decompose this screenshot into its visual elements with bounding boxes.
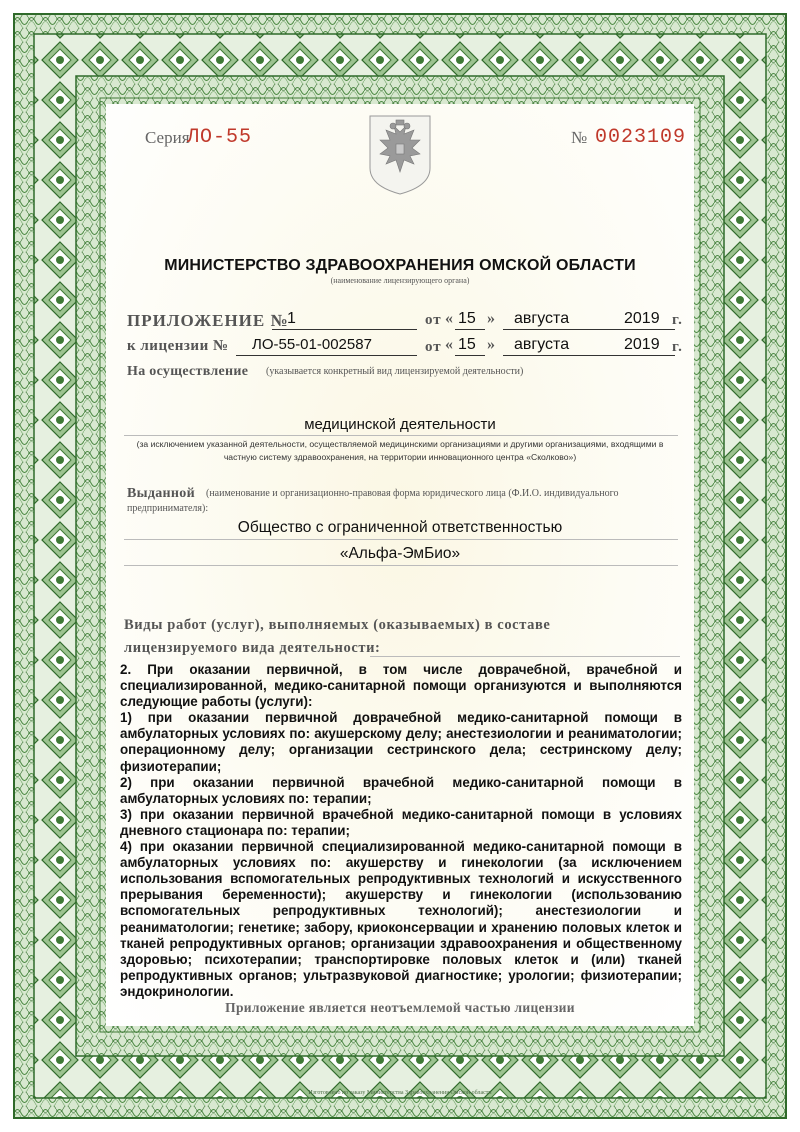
integral-note: Приложение является неотъемлемой частью лицензии [225, 1000, 575, 1015]
number-value: 0023109 [595, 126, 687, 149]
license-month: августа [514, 336, 570, 353]
works-paragraph: 2) при оказании первичной врачебной медико-санитарной помощи в амбулаторных условиях по: терапии; [120, 774, 682, 806]
number-label: № [571, 128, 588, 147]
works-paragraph: 1) при оказании первичной доврачебной медико-санитарной помощи в амбулаторных условиях по: акушерскому делу; анестезиологии и реаниматологии; операционному делу; организации сестринского дела; сестринскому делу; физиотерапии; [120, 710, 682, 774]
appendix-month-line [503, 329, 675, 330]
series-value: ЛО-55 [187, 126, 253, 149]
license-day-line [455, 355, 485, 356]
series-label: Серия [145, 128, 190, 147]
appendix-number-line [272, 329, 417, 330]
license-day: 15 [458, 336, 476, 353]
works-heading-rule [370, 656, 680, 657]
issued-note-line-2: предпринимателя): [127, 503, 209, 514]
license-number-line [236, 355, 417, 356]
license-from-label: от [425, 339, 442, 355]
works-heading-line-1: Виды работ (услуг), выполняемых (оказываемых) в составе [124, 617, 551, 633]
activity-note-line-1: (за исключением указанной деятельности, осуществляемой медицинскими организациями и другими организациями, входящими в [136, 439, 664, 449]
license-month-line [503, 355, 675, 356]
activity-label: На осуществление [127, 364, 249, 379]
license-year-suffix: г. [672, 339, 683, 355]
activity-line [124, 435, 678, 436]
issued-org-line-1: Общество с ограниченной ответственностью [237, 519, 563, 536]
appendix-day-line [455, 329, 485, 330]
license-quote-close: » [487, 336, 496, 353]
activity-note-line-2: частную систему здравоохранения, на территории инновационного центра «Сколково») [223, 452, 577, 462]
appendix-quote-close: » [487, 310, 496, 327]
coat-of-arms-icon [366, 112, 434, 196]
appendix-year: 2019 [624, 310, 660, 327]
authority-name: МИНИСТЕРСТВО ЗДРАВООХРАНЕНИЯ ОМСКОЙ ОБЛАСТИ [164, 257, 636, 274]
appendix-quote-open: « [445, 310, 454, 327]
appendix-from-label: от [425, 312, 442, 328]
issued-org-line-2: «Альфа-ЭмБио» [339, 545, 461, 562]
appendix-day: 15 [458, 310, 476, 327]
appendix-month: августа [514, 310, 570, 327]
appendix-label: ПРИЛОЖЕНИЕ № [127, 311, 289, 330]
appendix-number: 1 [287, 310, 296, 327]
activity-label-note: (указывается конкретный вид лицензируемой деятельности) [266, 366, 524, 377]
printer-note: Изготовлено по заказу Министерства Здравоохранения Омской области [308, 1090, 492, 1096]
issued-org-line-1-rule [124, 539, 678, 540]
works-paragraph: 2. При оказании первичной, в том числе доврачебной, врачебной и специализированной, медико-санитарной помощи организуются и выполняются следующие работы (услуги): [120, 662, 682, 710]
works-paragraph: 3) при оказании первичной врачебной медико-санитарной помощи в условиях дневного стационара по: терапии; [120, 806, 682, 838]
authority-note: (наименование лицензирующего органа) [330, 276, 470, 285]
license-label: к лицензии № [127, 338, 229, 354]
works-heading-line-2: лицензируемого вида деятельности: [124, 640, 381, 656]
issued-label: Выданной [127, 486, 195, 501]
activity-value: медицинской деятельности [304, 416, 496, 433]
works-paragraph: 4) при оказании первичной специализированной медико-санитарной помощи в амбулаторных условиях по: акушерству и гинекологии (за исключением использования вспомогательных репродуктивных технологий и искусственного прерывания беременности); акушерству и гинекологии (использованию вспомогательных репродуктивных технологий); анестезиологии и реаниматологии; генетике; забору, криоконсервации и хранению половых клеток и тканей репродуктивных органов; организации здравоохранения и общественному здоровью; психотерапии; транспортировке половых клеток и (или) тканей репродуктивных органов; ультразвуковой диагностике; урологии; физиотерапии; эндокринологии. [120, 839, 682, 999]
works-list [120, 662, 682, 1000]
license-number: ЛО-55-01-002587 [252, 336, 372, 353]
license-quote-open: « [445, 336, 454, 353]
issued-org-line-2-rule [124, 565, 678, 566]
appendix-year-suffix: г. [672, 312, 683, 328]
issued-note-line-1: (наименование и организационно-правовая форма юридического лица (Ф.И.О. индивидуального [206, 488, 619, 499]
license-year: 2019 [624, 336, 660, 353]
